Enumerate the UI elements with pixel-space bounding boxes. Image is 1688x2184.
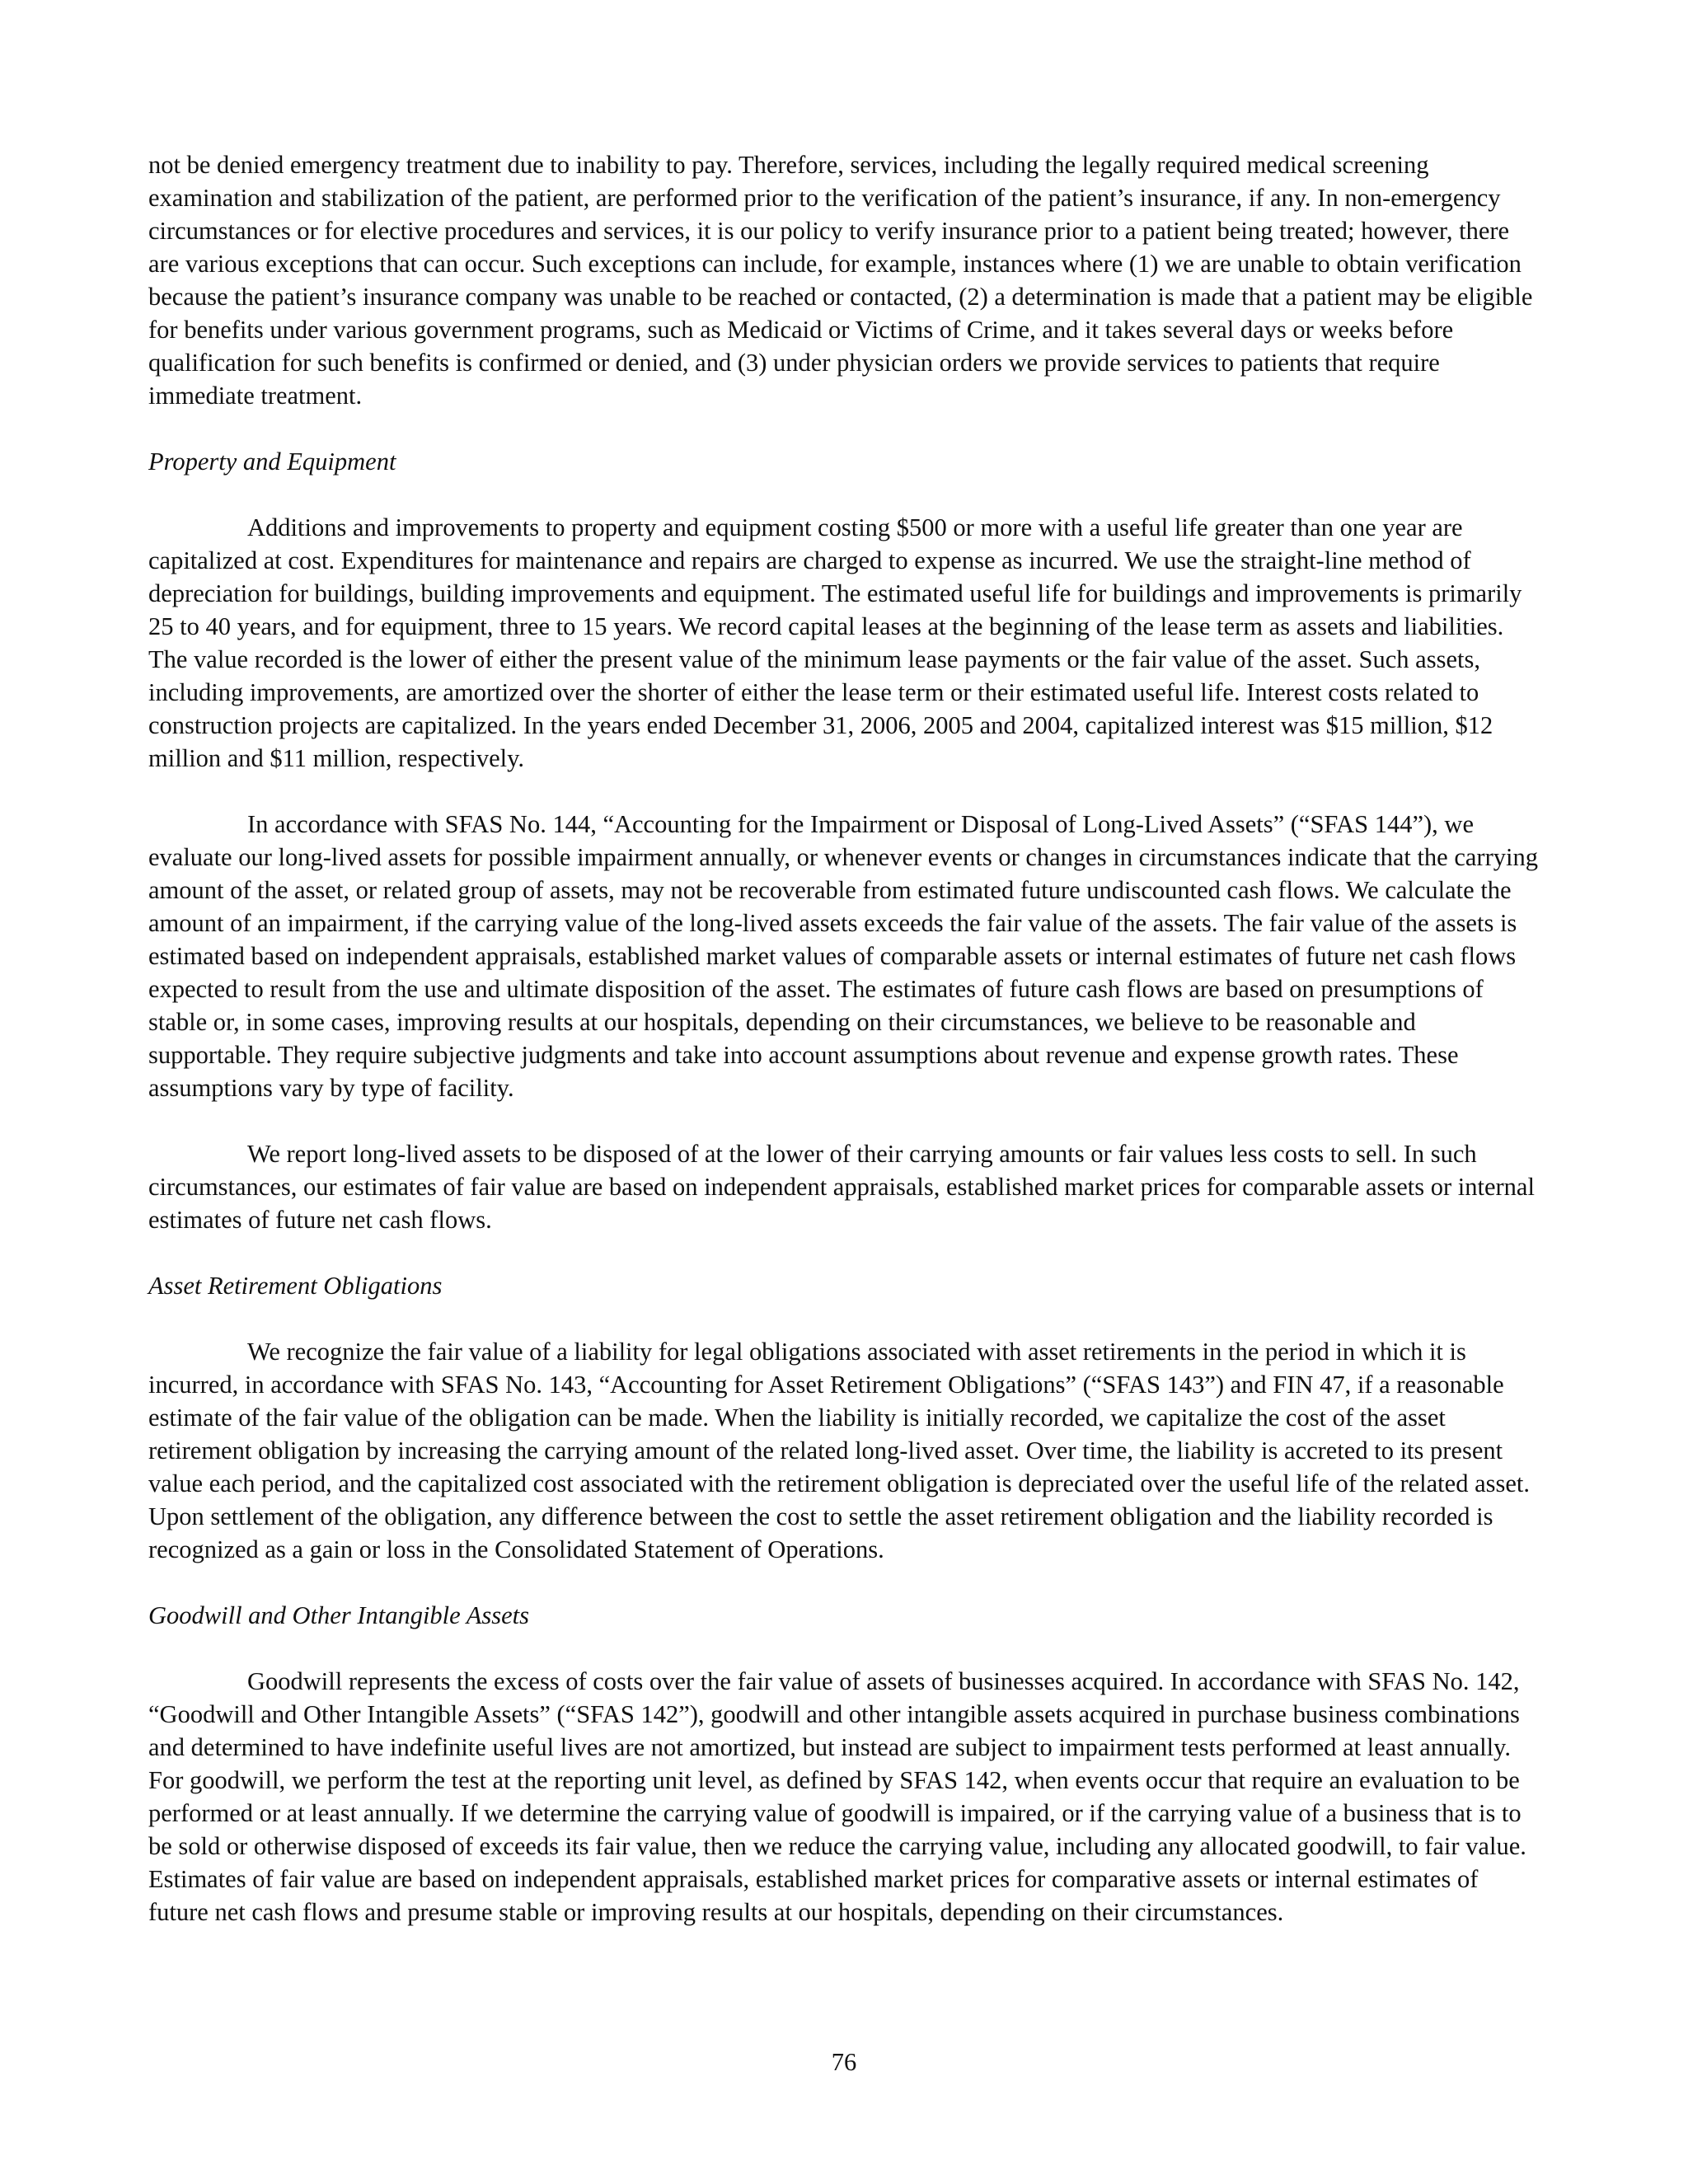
heading-goodwill: Goodwill and Other Intangible Assets bbox=[148, 1601, 530, 1629]
paragraph-property-additions: Additions and improvements to property and equipment costing $500 or more with a useful life greater than one year are capitalized at cost. Expenditures for maintenance and repairs are charged to expense as incurred. We use the straight-line method of depreciation for buildings, building improvements and equipment. The estimated useful life for buildings and improvements is primarily 25 to 40 years, and for equipment, three to 15 years. We record capital leases at the beginning of the lease term as assets and liabilities. The value recorded is the lower of either the present value of the minimum lease payments or the fair value of the asset. Such assets, including improvements, are amortized over the shorter of either the lease term or their estimated useful life. Interest costs related to construction projects are capitalized. In the years ended December 31, 2006, 2005 and 2004, capitalized interest was $15 million, $12 million and $11 million, respectively. bbox=[148, 513, 1522, 772]
paragraph-emergency-treatment: not be denied emergency treatment due to inability to pay. Therefore, services, including the legally required medical screening examination and stabilization of the patient, are performed prior to the verification of the patient’s insurance, if any. In non-emergency circumstances or for elective procedures and services, it is our policy to verify insurance prior to a patient being treated; however, there are various exceptions that can occur. Such exceptions can include, for example, instances where (1) we are unable to obtain verification because the patient’s insurance company was unable to be reached or contacted, (2) a determination is made that a patient may be eligible for benefits under various government programs, such as Medicaid or Victims of Crime, and it takes several days or weeks before qualification for such benefits is confirmed or denied, and (3) under physician orders we provide services to patients that require immediate treatment. bbox=[148, 151, 1533, 410]
document-page bbox=[148, 148, 1541, 1929]
paragraph-sfas-144: In accordance with SFAS No. 144, “Accounting for the Impairment or Disposal of Long-Lived Assets” (“SFAS 144”), we evaluate our long-lived assets for possible impairment annually, or whenever events or changes in circumstances indicate that the carrying amount of the asset, or related group of assets, may not be recoverable from estimated future undiscounted cash flows. We calculate the amount of an impairment, if the carrying value of the long-lived assets exceeds the fair value of the assets. The fair value of the assets is estimated based on independent appraisals, established market values of comparable assets or internal estimates of future net cash flows expected to result from the use and ultimate disposition of the asset. The estimates of future cash flows are based on presumptions of stable or, in some cases, improving results at our hospitals, depending on their circumstances, we believe to be reasonable and supportable. They require subjective judgments and take into account assumptions about revenue and expense growth rates. These assumptions vary by type of facility. bbox=[148, 810, 1538, 1102]
heading-property-and-equipment: Property and Equipment bbox=[148, 448, 396, 476]
paragraph-assets-disposed: We report long-lived assets to be disposed of at the lower of their carrying amounts or fair values less costs to sell. In such circumstances, our estimates of fair value are based on independent appraisals, established market prices for comparable assets or internal estimates of future net cash flows. bbox=[148, 1140, 1535, 1234]
paragraph-sfas-142: Goodwill represents the excess of costs over the fair value of assets of businesses acquired. In accordance with SFAS No. 142, “Goodwill and Other Intangible Assets” (“SFAS 142”), goodwill and other intangible assets acquired in purchase business combinations and determined to have indefinite useful lives are not amortized, but instead are subject to impairment tests performed at least annually. For goodwill, we perform the test at the reporting unit level, as defined by SFAS 142, when events occur that require an evaluation to be performed or at least annually. If we determine the carrying value of goodwill is impaired, or if the carrying value of a business that is to be sold or otherwise disposed of exceeds its fair value, then we reduce the carrying value, including any allocated goodwill, to fair value. Estimates of fair value are based on independent appraisals, established market prices for comparative assets or internal estimates of future net cash flows and presume stable or improving results at our hospitals, depending on their circumstances. bbox=[148, 1667, 1526, 1926]
page-number: 76 bbox=[831, 2048, 857, 2076]
paragraph-sfas-143: We recognize the fair value of a liability for legal obligations associated with asset retirements in the period in which it is incurred, in accordance with SFAS No. 143, “Accounting for Asset Retirement Obligations” (“SFAS 143”) and FIN 47, if a reasonable estimate of the fair value of the obligation can be made. When the liability is initially recorded, we capitalize the cost of the asset retirement obligation by increasing the carrying amount of the related long-lived asset. Over time, the liability is accreted to its present value each period, and the capitalized cost associated with the retirement obligation is depreciated over the useful life of the related asset. Upon settlement of the obligation, any difference between the cost to settle the asset retirement obligation and the liability recorded is recognized as a gain or loss in the Consolidated Statement of Operations. bbox=[148, 1338, 1530, 1563]
heading-asset-retirement-obligations: Asset Retirement Obligations bbox=[148, 1272, 443, 1300]
